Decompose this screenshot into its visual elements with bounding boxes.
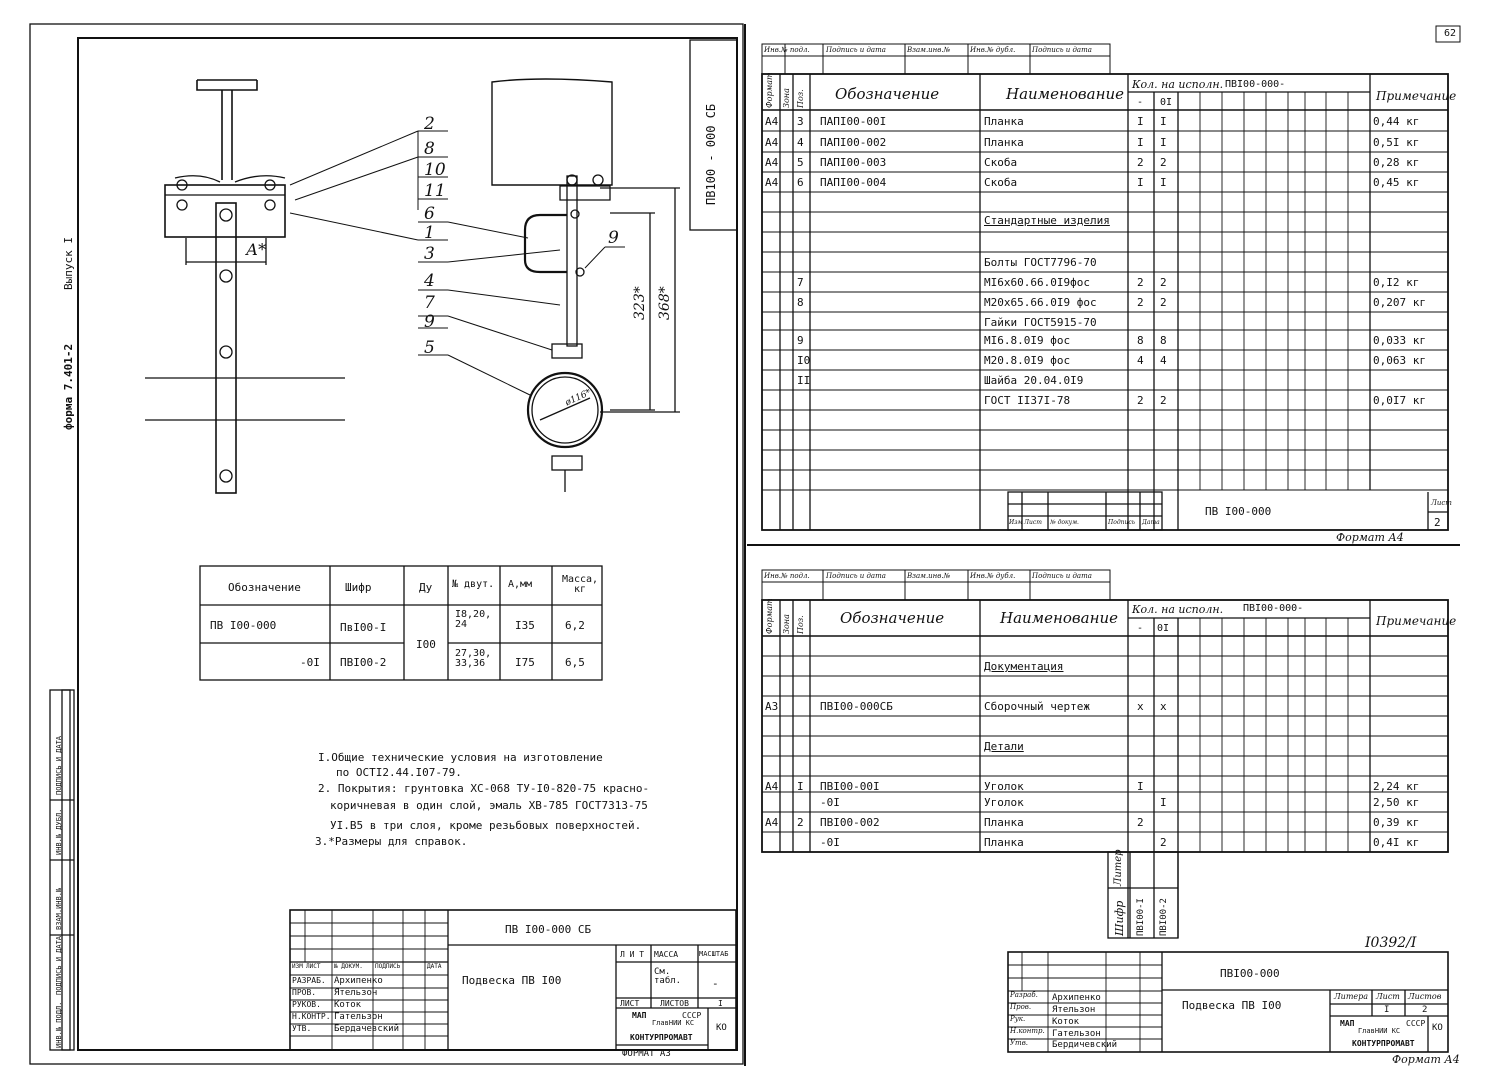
callout: 6 (424, 204, 435, 224)
spec-cell-n: Стандартные изделия (984, 214, 1110, 227)
spec-cell-note: 2,24 кг (1373, 780, 1420, 793)
drawing-name: Подвеска ПВ I00 (462, 974, 562, 987)
callout: 1 (424, 223, 435, 243)
spec-cell-n: М20х65.66.0I9 фос (984, 296, 1097, 309)
spec-cell-q1: I (1137, 136, 1144, 149)
dimension-diameter: ø116* (563, 387, 593, 409)
spec-cell-p: 4 (797, 136, 804, 149)
spec-cell-p: 5 (797, 156, 804, 169)
sheet-frame-left-inner (78, 38, 737, 1050)
spec-cell-d: ПАПI00-00I (820, 115, 887, 128)
drawing-code: ПВ I00-000 СБ (505, 923, 592, 936)
spec-cell-q1: 4 (1137, 354, 1144, 367)
org-mark: МАП (632, 1011, 647, 1020)
spec-cell-n: Болты ГОСТ7796-70 (984, 256, 1097, 269)
spec-cell-note: 0,28 кг (1373, 156, 1420, 169)
spec-cell-f: А4 (765, 115, 779, 128)
side-issue-label: Выпуск I (62, 237, 75, 290)
callout: 9 (424, 312, 435, 332)
spec-cell-note: 0,5I кг (1373, 136, 1420, 149)
spec-cell-n: М20.8.0I9 фос (984, 354, 1071, 367)
spec-cell-d: ПАПI00-003 (820, 156, 887, 169)
spec-cell-n: Скоба (984, 156, 1018, 169)
dimension-323: 323* (632, 286, 648, 320)
spec-cell-f: А4 (765, 156, 779, 169)
spec-cell-q1: 2 (1137, 156, 1144, 169)
spec-cell-p: 6 (797, 176, 804, 189)
dimension-a: А* (246, 240, 267, 259)
spec-cell-q2: I (1160, 136, 1167, 149)
spec-cell-q2: 8 (1160, 334, 1167, 347)
spec-cell-d: -0I (820, 796, 840, 809)
spec-cell-f: А4 (765, 816, 779, 829)
spec-cell-f: А4 (765, 176, 779, 189)
spec-cell-p: 3 (797, 115, 804, 128)
spec-cell-q1: I (1137, 115, 1144, 128)
callout: 4 (424, 271, 435, 291)
spec-cell-d: ПАПI00-002 (820, 136, 887, 149)
spec-cell-n: Скоба (984, 176, 1018, 189)
callout: 10 (424, 160, 446, 180)
spec-cell-n: ГОСТ II37I-78 (984, 394, 1071, 407)
callout: 8 (424, 139, 435, 159)
spec-cell-n: Планка (984, 816, 1024, 829)
spec-cell-n: Сборочный чертеж (984, 700, 1090, 713)
spec-cell-q2: I (1160, 796, 1167, 809)
spec-cell-p: II (797, 374, 811, 387)
spec-cell-q2: 2 (1160, 276, 1167, 289)
spec-cell-p: 7 (797, 276, 804, 289)
spec-cell-note: 0,063 кг (1373, 354, 1426, 367)
spec-cell-d: ПВI00-002 (820, 816, 880, 829)
spec-cell-q2: х (1160, 700, 1167, 713)
spec-cell-n: МI6.8.0I9 фос (984, 334, 1071, 347)
callout: 2 (424, 114, 435, 134)
spec-cell-q2: 4 (1160, 354, 1167, 367)
spec-cell-p: 8 (797, 296, 804, 309)
callout: 5 (424, 338, 435, 358)
spec-cell-n: Уголок (984, 796, 1024, 809)
spec-cell-note: 0,45 кг (1373, 176, 1420, 189)
drawing-code-vertical: ПВ100 - 000 СБ (704, 103, 718, 205)
spec-cell-d: ПАПI00-004 (820, 176, 887, 189)
spec-cell-q2: 2 (1160, 296, 1167, 309)
spec-cell-n: МI6х60.66.0I9фос (984, 276, 1090, 289)
spec-cell-n: Уголок (984, 780, 1024, 793)
spec-cell-q2: I (1160, 115, 1167, 128)
spec-cell-p: 9 (797, 334, 804, 347)
spec-cell-q2: I (1160, 176, 1167, 189)
spec-cell-q2: 2 (1160, 156, 1167, 169)
spec-cell-p: I0 (797, 354, 811, 367)
spec-cell-n: Планка (984, 836, 1024, 849)
callout: 3 (424, 244, 435, 264)
spec-cell-note: 0,207 кг (1373, 296, 1426, 309)
spec-cell-n: Планка (984, 136, 1024, 149)
spec-cell-d: -0I (820, 836, 840, 849)
spec-cell-q1: 2 (1137, 276, 1144, 289)
spec-cell-q1: I (1137, 176, 1144, 189)
spec-cell-note: 0,I2 кг (1373, 276, 1420, 289)
spec-cell-q1: 2 (1137, 816, 1144, 829)
callout: 9 (608, 228, 619, 248)
spec-cell-n: Планка (984, 115, 1024, 128)
spec-cell-d: ПВI00-000СБ (820, 700, 893, 713)
spec-cell-n: Шайба 20.04.0I9 (984, 374, 1084, 387)
spec-cell-q1: 8 (1137, 334, 1144, 347)
spec-cell-note: 2,50 кг (1373, 796, 1420, 809)
spec-cell-p: 2 (797, 816, 804, 829)
spec-cell-f: А4 (765, 780, 779, 793)
spec-cell-q1: 2 (1137, 394, 1144, 407)
spec-cell-q2: 2 (1160, 836, 1167, 849)
spec-cell-d: ПВI00-00I (820, 780, 880, 793)
spec-cell-n: Документация (984, 660, 1064, 673)
spec-cell-note: 0,0I7 кг (1373, 394, 1426, 407)
spec-cell-q2: 2 (1160, 394, 1167, 407)
callout: 7 (424, 293, 435, 313)
side-format-label: форма 7.401-2 (62, 343, 75, 430)
spec-cell-n: Гайки ГОСТ5915-70 (984, 316, 1097, 329)
spec-cell-note: 0,4I кг (1373, 836, 1420, 849)
sheet-frame-left (30, 24, 743, 1064)
spec-cell-q1: I (1137, 780, 1144, 793)
spec-cell-note: 0,44 кг (1373, 115, 1420, 128)
handwritten-number: I0392/I (1365, 935, 1417, 951)
spec-cell-p: I (797, 780, 804, 793)
spec-cell-q1: 2 (1137, 296, 1144, 309)
spec-cell-n: Детали (984, 740, 1024, 753)
spec-cell-f: А3 (765, 700, 779, 713)
page-number: 62 (1444, 28, 1457, 39)
spec-cell-note: 0,033 кг (1373, 334, 1426, 347)
spec-cell-note: 0,39 кг (1373, 816, 1420, 829)
spec-cell-f: А4 (765, 136, 779, 149)
callout: 11 (424, 181, 446, 201)
spec-cell-q1: х (1137, 700, 1144, 713)
dimension-368: 368* (657, 286, 673, 320)
